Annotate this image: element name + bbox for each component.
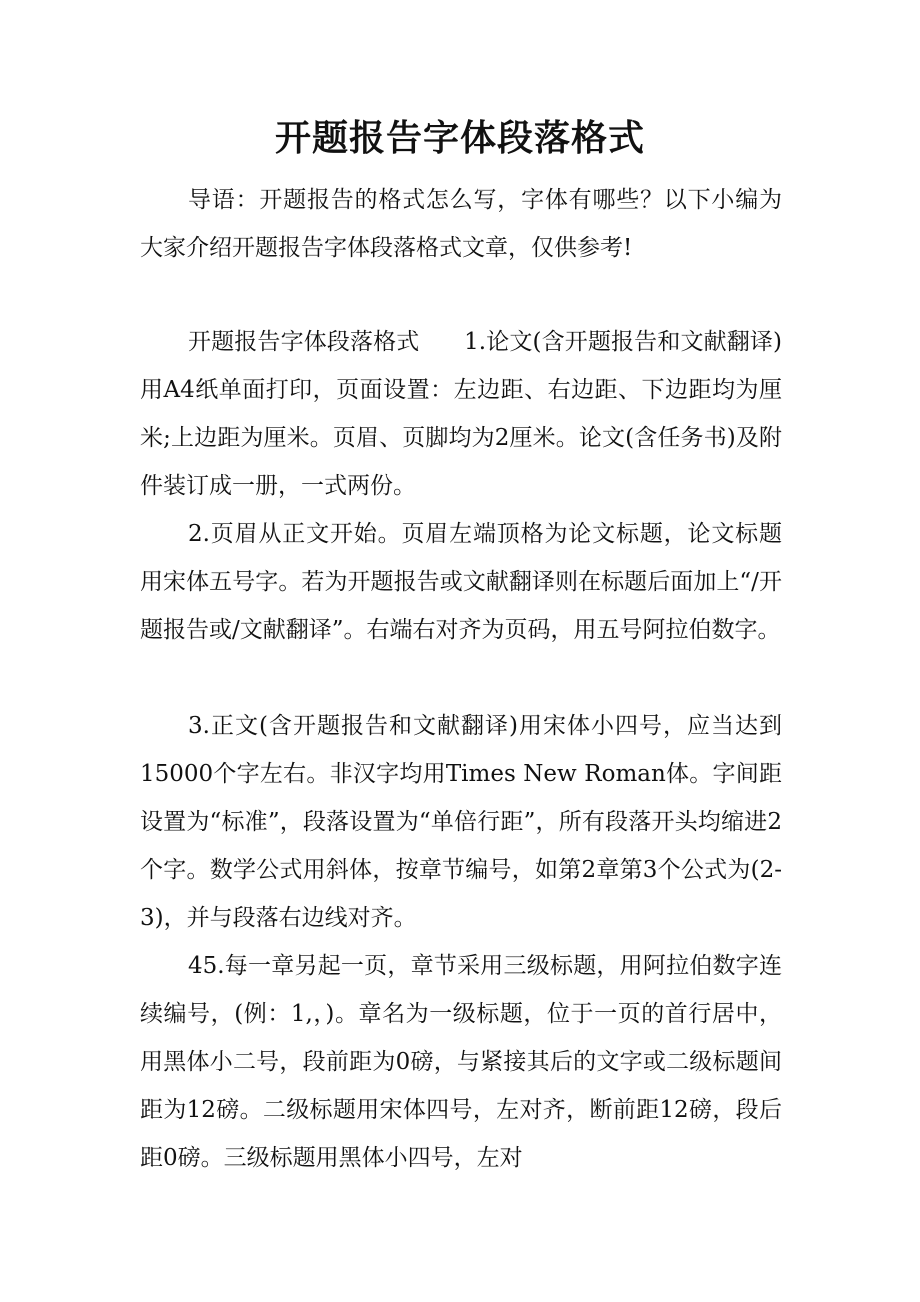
section-heading: 开题报告字体段落格式 [188, 329, 420, 355]
document-title: 开题报告字体段落格式 [274, 117, 645, 159]
paragraph-1-text: 1.论文(含开题报告和文献翻译)用A4纸单面打印，页面设置：左边距、右边距、下边距均为厘米;上边距为厘米。页眉、页脚均为2厘米。论文(含任务书)及附件装订成一册，一式两份。 [140, 329, 783, 499]
body-paragraph-1 [140, 318, 782, 510]
body-paragraph-3: 3.正文(含开题报告和文献翻译)用宋体小四号，应当达到15000个字左右。非汉字均用Times New Roman体。字间距设置为“标准”，段落设置为“单倍行距”，所有段落开头均缩进2个字。数学公式用斜体，按章节编号，如第2章第3个公式为(2-3)，并与段落右边线对齐。 [140, 713, 782, 931]
body-paragraph-4: 45.每一章另起一页，章节采用三级标题，用阿拉伯数字连续编号，(例：1,，)。章名为一级标题，位于一页的首行居中，用黑体小二号，段前距为0磅，与紧接其后的文字或二级标题间距为12磅。二级标题用宋体四号，左对齐，断前距12磅，段后距0磅。三级标题用黑体小四号，左对 [140, 953, 782, 1171]
intro-paragraph: 导语：开题报告的格式怎么写，字体有哪些？以下小编为大家介绍开题报告字体段落格式文章，仅供参考! [140, 187, 782, 261]
heading-gap [419, 329, 464, 355]
body-paragraph-2: 2.页眉从正文开始。页眉左端顶格为论文标题，论文标题用宋体五号字。若为开题报告或文献翻译则在标题后面加上“/开题报告或/文献翻译”。右端右对齐为页码，用五号阿拉伯数字。 [140, 521, 782, 643]
